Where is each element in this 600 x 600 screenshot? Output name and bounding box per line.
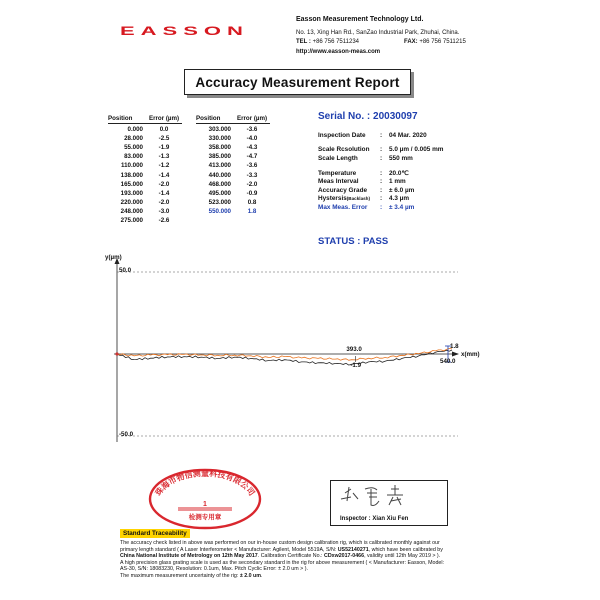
- position-cell: 523.000: [208, 198, 231, 206]
- error-cell: -2.5: [158, 135, 170, 143]
- col-error-header: Error (µm): [148, 115, 180, 122]
- table-header: [108, 114, 182, 124]
- inspection-date-row: [318, 131, 443, 140]
- position-cell: 220.000: [120, 198, 143, 206]
- col-position-header: Position: [196, 115, 221, 122]
- inspector-label: Inspector : Xian Xiu Fen: [340, 516, 409, 522]
- position-cell: 468.000: [208, 180, 231, 188]
- report-title-box: [184, 69, 411, 95]
- series-line: [117, 350, 452, 365]
- table-row: [196, 143, 270, 152]
- data-label: 393.0: [346, 346, 362, 353]
- error-chart: [0, 250, 600, 450]
- trace-nim: China National Institute of Metrology on 12th May 2017: [120, 553, 258, 560]
- table-row: [196, 171, 270, 180]
- y-tick-label: -50.0: [119, 431, 134, 438]
- trace-line: The accuracy check listed in above was performed on our in-house custom design calibration rig, which is calibrated monthly against our: [120, 540, 440, 546]
- hysteresis-sub: (Backlash): [346, 196, 371, 202]
- error-cell: -2.0: [158, 180, 170, 188]
- position-cell: 110.000: [120, 162, 143, 170]
- info-value: ± 3.4 µm: [389, 203, 415, 211]
- report-title: Accuracy Measurement Report: [195, 74, 400, 90]
- seal-bottom-text: 检测专用章: [188, 513, 222, 521]
- table-row: [108, 189, 182, 198]
- info-colon: :: [380, 178, 383, 186]
- info-value: 20.0℃: [389, 170, 409, 178]
- error-cell: -4.7: [246, 153, 258, 161]
- meas-interval-row: [318, 177, 443, 186]
- error-cell: -3.0: [158, 207, 170, 215]
- handwritten-signature: [331, 481, 447, 515]
- error-cell: 0.8: [247, 198, 257, 206]
- table-row: [108, 161, 182, 170]
- table-row: [108, 216, 182, 225]
- error-cell: 0.0: [159, 126, 169, 134]
- position-cell: 550.000: [208, 207, 231, 215]
- info-key: [318, 195, 380, 202]
- accuracy-grade-row: [318, 186, 443, 195]
- info-value: ± 6.0 µm: [389, 186, 415, 194]
- error-cell: -4.0: [246, 135, 258, 143]
- web-url[interactable]: www.easson-meas.com: [312, 49, 381, 55]
- error-cell: -2.0: [246, 180, 258, 188]
- info-key: Temperature: [318, 169, 357, 177]
- info-colon: :: [380, 195, 383, 203]
- table-row: [108, 152, 182, 161]
- position-cell: 248.000: [120, 207, 143, 215]
- company-fax: [404, 39, 466, 45]
- company-website[interactable]: [296, 49, 380, 55]
- position-cell: 55.000: [124, 144, 143, 152]
- table-row: [108, 143, 182, 152]
- y-axis-label: y(µm): [105, 254, 122, 261]
- status-badge: STATUS : PASS: [318, 236, 389, 247]
- scale-resolution-row: [318, 146, 443, 155]
- serial-number: [318, 111, 418, 122]
- info-key: Inspection Date: [318, 131, 366, 139]
- table-row: [196, 198, 270, 207]
- position-cell: 440.000: [208, 171, 231, 179]
- data-label: -1.9: [350, 362, 362, 369]
- trace-uncertainty: ± 2.0 um: [239, 572, 261, 579]
- error-cell: -2.0: [158, 198, 170, 206]
- error-cell: 1.8: [247, 207, 257, 215]
- info-key: Max Meas. Error: [318, 203, 368, 211]
- error-cell: -3.3: [246, 171, 258, 179]
- info-key: Meas Interval: [318, 178, 359, 186]
- trace-line: [120, 573, 480, 580]
- web-prefix: http://: [296, 49, 313, 55]
- table-row: [196, 161, 270, 170]
- position-cell: 303.000: [208, 126, 231, 134]
- tel-label: TEL :: [296, 39, 311, 45]
- trace-line: A high precision glass grating scale is used as the secondary standard in the rig for above measurement ( < Manufacturer: Easson, Model:: [120, 559, 445, 566]
- seal-number: 1: [203, 501, 207, 508]
- company-name: Easson Measurement Technology Ltd.: [296, 16, 424, 23]
- serial-label: Serial No.: [318, 111, 365, 122]
- position-cell: 385.000: [208, 153, 231, 161]
- info-colon: :: [380, 186, 383, 194]
- info-colon: :: [380, 146, 383, 154]
- position-cell: 165.000: [120, 180, 143, 188]
- position-cell: 28.000: [124, 135, 143, 143]
- data-label: 540.0: [440, 358, 456, 365]
- hysteresis-label: Hystersis: [318, 195, 347, 203]
- info-colon: :: [380, 203, 383, 211]
- temperature-row: [318, 169, 443, 178]
- company-seal: [146, 464, 264, 530]
- company-address: No. 13, Xing Han Rd., SanZao Industrial Park, Zhuhai, China.: [296, 30, 460, 36]
- table-row: [196, 180, 270, 189]
- fax-label: FAX:: [404, 39, 418, 45]
- info-value: 1 mm: [389, 178, 406, 186]
- col-error-header: Error (µm): [236, 115, 268, 122]
- error-cell: -1.9: [158, 144, 170, 152]
- measurement-table-right: [196, 114, 270, 216]
- table-header: [196, 114, 270, 124]
- error-cell: -1.4: [158, 171, 170, 179]
- position-cell: 275.000: [120, 217, 143, 225]
- error-cell: -1.2: [158, 162, 170, 170]
- traceability-title: Standard Traceability: [120, 529, 190, 538]
- trace-line: [120, 553, 480, 560]
- start-point-marker: [115, 352, 118, 355]
- trace-line: [120, 547, 480, 554]
- info-colon: :: [380, 154, 383, 162]
- info-value: 5.0 µm / 0.005 mm: [389, 146, 444, 154]
- scale-length-row: [318, 154, 443, 163]
- trace-line: AS-30, S/N: 18083230, Resolution: 0.1um, Max. Pitch Cyclic Error: ± 2.0 um > ).: [120, 566, 308, 573]
- seal-top-text: 珠海市物信测量科技有限公司: [153, 469, 257, 498]
- table-row: [108, 125, 182, 134]
- error-cell: -4.3: [246, 144, 258, 152]
- position-cell: 0.000: [127, 126, 143, 134]
- table-row: [108, 207, 182, 216]
- table-row: [108, 134, 182, 143]
- position-cell: 358.000: [208, 144, 231, 152]
- trace-sn: US52140271: [337, 546, 369, 553]
- table-row: [196, 207, 270, 216]
- position-cell: 330.000: [208, 135, 231, 143]
- easson-logo: EASSON: [120, 24, 249, 38]
- info-block: [318, 131, 443, 212]
- info-colon: :: [380, 169, 383, 177]
- serial-value: : 20030097: [366, 111, 418, 122]
- table-row: [196, 152, 270, 161]
- info-key: Accuracy Grade: [318, 186, 368, 194]
- trace-text: .: [261, 572, 263, 579]
- info-value: 04 Mar. 2020: [389, 131, 427, 139]
- position-cell: 413.000: [208, 162, 231, 170]
- info-key: Scale Length: [318, 154, 358, 162]
- error-cell: -1.4: [158, 189, 170, 197]
- trace-text: primary length standard ( A Laser Interferometer < Manufacturer: Agilent, Model 5519A, S/N:: [120, 546, 338, 553]
- info-value: 4.3 µm: [389, 195, 410, 203]
- table-row: [196, 189, 270, 198]
- table-row: [108, 198, 182, 207]
- table-row: [196, 125, 270, 134]
- info-value: 550 mm: [389, 154, 413, 162]
- y-tick-label: 50.0: [119, 267, 132, 274]
- traceability-text: [120, 540, 480, 580]
- x-axis-arrow: [452, 352, 459, 357]
- info-key: Scale Rcsolution: [318, 146, 370, 154]
- tel-value: +86 756 7511234: [312, 39, 359, 45]
- data-label: 1.8: [450, 343, 459, 350]
- error-cell: -0.9: [246, 189, 258, 197]
- trace-text: . Calibration Certificate No.:: [257, 553, 324, 560]
- hysteresis-row: [318, 195, 443, 204]
- position-cell: 138.000: [120, 171, 143, 179]
- max-error-row: [318, 203, 443, 212]
- info-colon: :: [380, 131, 383, 139]
- table-row: [196, 134, 270, 143]
- company-tel: [296, 39, 359, 45]
- error-cell: -2.6: [158, 217, 170, 225]
- position-cell: 193.000: [120, 189, 143, 197]
- x-axis-label: x(mm): [461, 351, 480, 358]
- trace-cert: CDxw2017-0466: [324, 553, 365, 560]
- error-cell: -1.3: [158, 153, 170, 161]
- table-row: [108, 171, 182, 180]
- trace-text: , validity until 12th May 2019 > ).: [364, 553, 441, 560]
- measurement-table-left: [108, 114, 182, 225]
- error-cell: -3.6: [246, 126, 258, 134]
- fax-value: +86 756 7511215: [419, 39, 466, 45]
- trace-text: , which have been calibrated by: [368, 546, 443, 553]
- position-cell: 83.000: [124, 153, 143, 161]
- table-row: [108, 180, 182, 189]
- error-cell: -3.6: [246, 162, 258, 170]
- col-position-header: Position: [108, 115, 133, 122]
- position-cell: 495.000: [208, 189, 231, 197]
- trace-text: The maximum measurement uncertainty of the rig:: [120, 572, 240, 579]
